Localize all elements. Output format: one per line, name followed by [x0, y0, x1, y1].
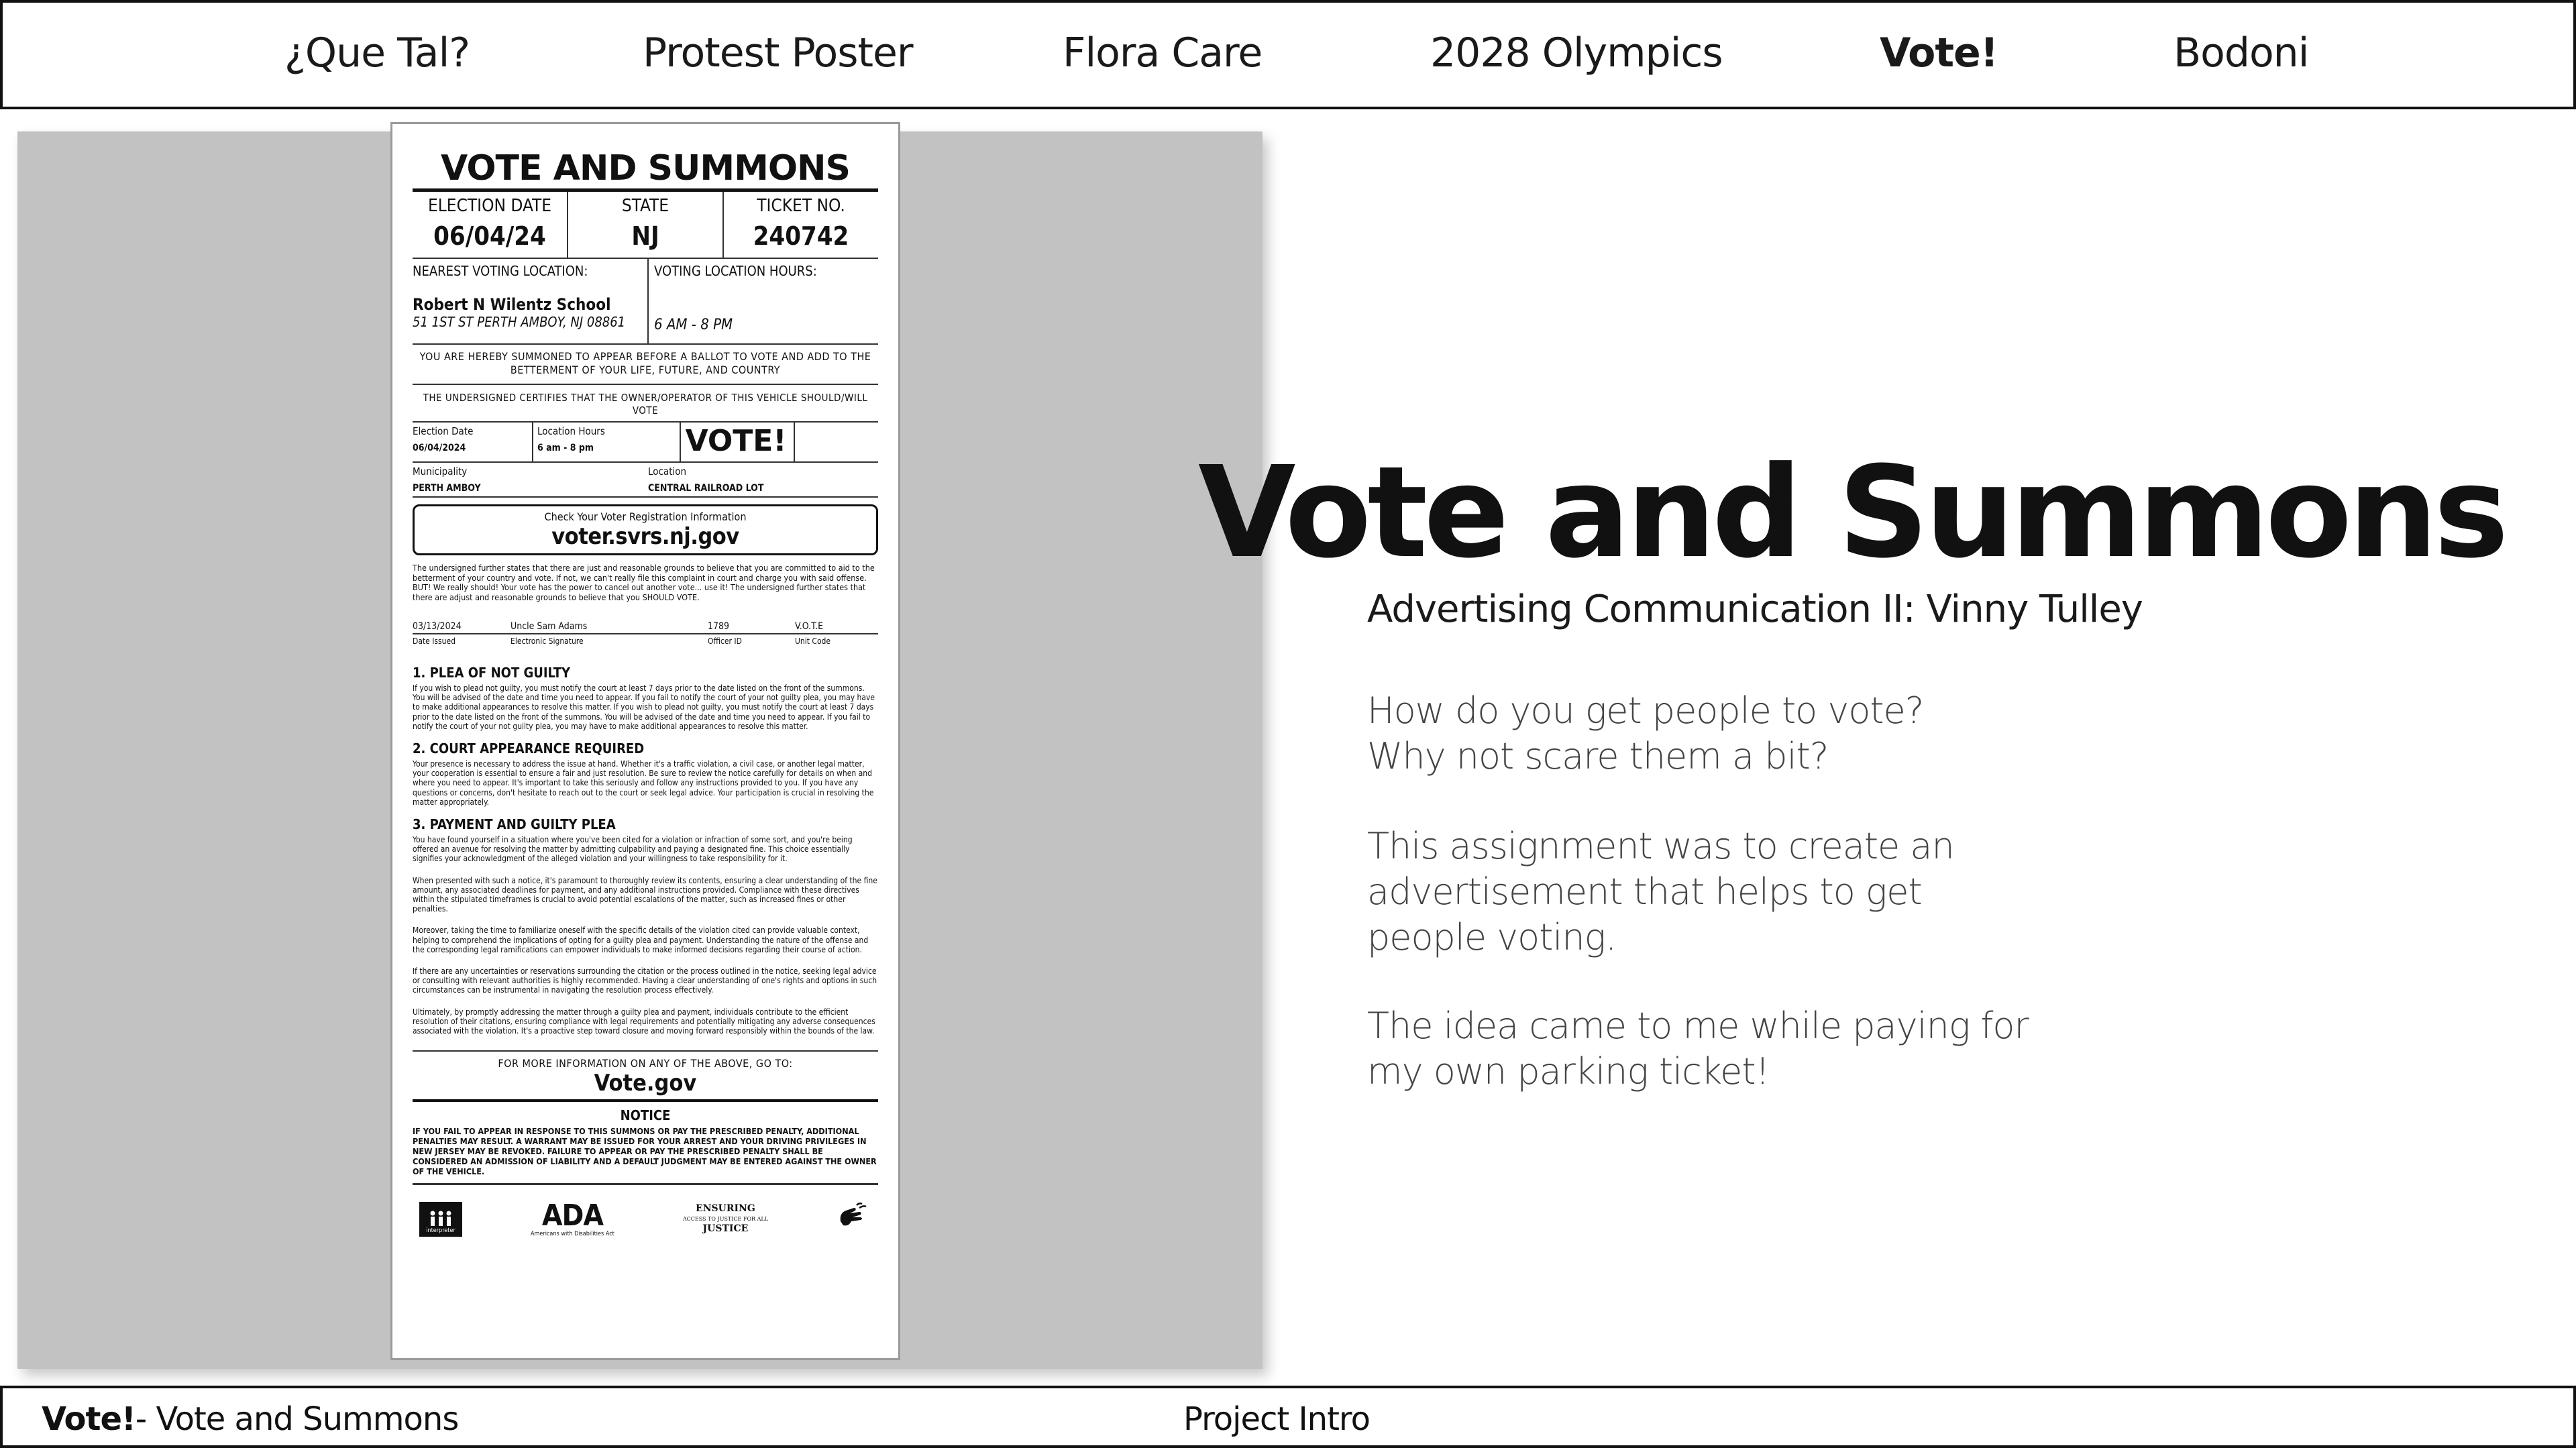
- intro-paragraph-1: [1367, 688, 2105, 779]
- signature-labels: [413, 636, 878, 646]
- intro-paragraph-2: [1367, 824, 2105, 960]
- state-label: STATE: [621, 196, 669, 216]
- interpreter-logo-icon: [419, 1202, 462, 1237]
- more-info: [413, 1050, 878, 1097]
- justice-logo-bottom: JUSTICE: [702, 1223, 749, 1235]
- section-2-title: 2. COURT APPEARANCE REQUIRED: [413, 740, 645, 757]
- justice-logo-top: ENSURING: [696, 1203, 755, 1215]
- location-address: 51 1ST ST PERTH AMBOY, NJ 08861: [413, 314, 626, 330]
- intro-paragraph-3-line-1: The idea came to me while paying for: [1367, 1005, 2029, 1047]
- intro-paragraph-1-line-1: How do you get people to vote?: [1367, 689, 1924, 732]
- footer-bar: [0, 1386, 2576, 1448]
- municipality-value: PERTH AMBOY: [413, 483, 481, 494]
- more-info-label: FOR MORE INFORMATION ON ANY OF THE ABOVE, GO TO:: [498, 1057, 793, 1070]
- unit-code-label: Unit Code: [795, 636, 831, 646]
- election-date-label: ELECTION DATE: [427, 196, 552, 216]
- intro-paragraph-3: [1367, 1003, 2105, 1095]
- location-name: Robert N Wilentz School: [413, 295, 611, 314]
- section-1-title: 1. PLEA OF NOT GUILTY: [413, 665, 570, 681]
- location-value: CENTRAL RAILROAD LOT: [648, 483, 764, 494]
- vote-stamp: VOTE!: [681, 423, 795, 461]
- ada-logo-icon: [531, 1198, 614, 1237]
- grid-hours: 6 am - 8 pm: [537, 443, 594, 453]
- ticket-fineprint: The undersigned further states that there are just and reasonable grounds to believe that you are committed to aid to the betterment of your country and vote. If not, we can't really file this complaint in court and charge you with said offense. BUT! We really should! Your vote has the power to cancel out another vote... use it! The undersigned further states that there are adjust and reasonable grounds to believe that you SHOULD VOTE.: [413, 563, 875, 602]
- registration-box: [413, 504, 878, 555]
- ticket-municipality-row: [413, 463, 878, 498]
- ticket-no-value: 240742: [753, 221, 849, 251]
- interpreter-logo-label: interpreter: [426, 1227, 455, 1234]
- project-subtitle: Advertising Communication II: Vinny Tulley: [1367, 588, 2143, 631]
- officer-id: 1789: [708, 621, 795, 634]
- justice-logo-sub: ACCESS TO JUSTICE FOR ALL: [682, 1216, 768, 1223]
- section-3-paragraph-5: Ultimately, by promptly addressing the matter through a guilty plea and payment, individuals contribute to the efficient resolution of their citations, ensuring compliance with legal requirements and potentially mitigating any adverse consequences associated with the violation. It's a proactive step toward closure and moving forward responsibly within the bounds of the law.: [413, 1007, 875, 1036]
- vote-summons-ticket-image: [390, 122, 900, 1360]
- footer-section-label: Project Intro: [1183, 1400, 1370, 1438]
- nav-item-bodoni[interactable]: Bodoni: [2174, 30, 2309, 76]
- officer-id-label: Officer ID: [708, 636, 742, 646]
- ticket-header-row: [413, 192, 878, 259]
- section-3-title: 3. PAYMENT AND GUILTY PLEA: [413, 816, 616, 833]
- ticket-logos: [413, 1183, 878, 1253]
- nav-item-2028-olympics[interactable]: 2028 Olympics: [1430, 30, 1723, 76]
- justice-logo-icon: [683, 1204, 768, 1234]
- footer-project-name: Vote!: [42, 1400, 136, 1438]
- nav-item-vote[interactable]: Vote!: [1880, 30, 1998, 76]
- section-3-paragraph-4: If there are any uncertainties or reservations surrounding the citation or the process outlined in the notice, seeking legal advice or consulting with relevant authorities is highly recommended. Having a clear understanding of one's rights and options in such circumstances can be instrumental in navigating the resolution process effectively.: [413, 966, 877, 995]
- intro-paragraph-2-line-1: This assignment was to create an: [1367, 825, 1954, 867]
- date-issued-label: Date Issued: [413, 636, 456, 646]
- section-2-text: Your presence is necessary to address the issue at hand. Whether it's a traffic violation, a civil case, or another legal matter, your cooperation is essential to ensure a fair and just resolution. Be sure to review the notice carefully for details on when and where you need to appear. It's important to take this seriously and follow any instructions provided to you. If you have any questions or concerns, don't hesitate to reach out to the court or seek legal advice. Your participation is crucial in resolving the matter appropriately.: [413, 759, 874, 807]
- location-label: Location: [648, 465, 687, 478]
- top-navigation: [0, 0, 2576, 109]
- summons-statement: YOU ARE HEREBY SUMMONED TO APPEAR BEFORE A BALLOT TO VOTE AND ADD TO THE BETTERMENT OF YOUR LIFE, FUTURE, AND COUNTRY: [413, 345, 878, 385]
- notice: [413, 1099, 878, 1176]
- electronic-signature: Uncle Sam Adams: [500, 621, 708, 634]
- ada-logo-subtext: Americans with Disabilities Act: [531, 1230, 614, 1237]
- section-3-paragraph-3: Moreover, taking the time to familiarize oneself with the specific details of the violation cited can provide valuable context, helping to comprehend the implications of opting for a guilty plea and payment. Understanding the nature of the offense and the corresponding legal ramifications can empower individuals to make informed decisions regarding their course of action.: [413, 926, 869, 954]
- signature-label: Electronic Signature: [511, 636, 584, 646]
- unit-code: V.O.T.E: [795, 621, 878, 634]
- registration-label: Check Your Voter Registration Information: [544, 510, 747, 523]
- voting-location-row: [413, 259, 878, 345]
- ticket-no-label: TICKET NO.: [757, 196, 845, 216]
- date-issued: 03/13/2024: [413, 621, 500, 634]
- section-3-paragraph-2: When presented with such a notice, it's paramount to thoroughly review its contents, ensuring a clear understanding of the fine amount, any associated deadlines for payment, and any additional instructions provided. Compliance with these directives within the stipulated timeframes is crucial to avoid potential escalations of the matter, such as increased fines or other penalties.: [413, 875, 877, 914]
- project-title: Vote and Summons: [1198, 439, 2505, 586]
- intro-paragraph-3-line-2: my own parking ticket!: [1367, 1050, 1770, 1093]
- nav-item-que-tal[interactable]: ¿Que Tal?: [284, 30, 470, 76]
- footer-project-subtitle: - Vote and Summons: [135, 1400, 459, 1438]
- notice-text: IF YOU FAIL TO APPEAR IN RESPONSE TO THIS SUMMONS OR PAY THE PRESCRIBED PENALTY, ADDITIONAL PENALTIES MAY RESULT. A WARRANT MAY BE ISSUED FOR YOUR ARREST AND YOUR DRIVING PRIVILEGES IN NEW JERSEY MAY BE REVOKED. FAILURE TO APPEAR OR PAY THE PRESCRIBED PENALTY SHALL BE CONSIDERED AN ADMISSION OF LIABILITY AND A DEFAULT JUDGMENT MAY BE ENTERED AGAINST THE OWNER OF THE VEHICLE.: [413, 1126, 877, 1177]
- sign-language-hands-icon: [837, 1201, 871, 1231]
- nearest-location-label: NEAREST VOTING LOCATION:: [413, 263, 588, 279]
- signature-row: [413, 621, 878, 634]
- grid-election-date: 06/04/2024: [413, 443, 466, 453]
- ticket-title: VOTE AND SUMMONS: [440, 148, 850, 188]
- section-1-text: If you wish to plead not guilty, you must notify the court at least 7 days prior to the date listed on the front of the summons. You will be advised of the date and time you need to appear. If you fail to notify the court of your not guilty plea, you may have to make additional appearances to resolve this matter. If you wish to plead not guilty, you must notify the court at least 7 days prior to the date listed on the front of the summons. You will be advised of the date and time you need to appear. If you fail to notify the court of your not guilty plea, you may have to make additional appearances to resolve this matter.: [413, 683, 875, 731]
- intro-paragraph-2-line-2: advertisement that helps to get: [1367, 871, 1922, 913]
- intro-paragraph-2-line-3: people voting.: [1367, 916, 1617, 958]
- interpreter-figures-icon: [427, 1210, 454, 1227]
- footer-project-label: [42, 1400, 458, 1438]
- more-info-url: Vote.gov: [594, 1070, 697, 1097]
- municipality-label: Municipality: [413, 465, 468, 478]
- intro-paragraph-1-line-2: Why not scare them a bit?: [1367, 735, 1829, 777]
- notice-title: NOTICE: [620, 1107, 671, 1124]
- election-date-value: 06/04/24: [433, 221, 546, 251]
- certifies-statement: THE UNDERSIGNED CERTIFIES THAT THE OWNER/OPERATOR OF THIS VEHICLE SHOULD/WILL VOTE: [413, 385, 878, 423]
- registration-url: voter.svrs.nj.gov: [551, 523, 739, 550]
- section-3-paragraph-1: You have found yourself in a situation where you've been cited for a violation or infraction of some sort, and you're being offered an avenue for resolving the matter by admitting culpability and paying a designated fine. This choice essentially signifies your acknowledgment of the alleged violation and your willingness to take responsibility for it.: [413, 835, 853, 864]
- ticket-detail-grid: [413, 423, 878, 463]
- grid-hours-label: Location Hours: [537, 425, 605, 437]
- state-value: NJ: [631, 221, 659, 251]
- nav-item-protest-poster[interactable]: Protest Poster: [643, 30, 913, 76]
- grid-election-date-label: Election Date: [413, 425, 474, 437]
- hours-label: VOTING LOCATION HOURS:: [654, 263, 817, 279]
- ada-logo-text: ADA: [541, 1198, 603, 1233]
- sign-language-icon: [837, 1201, 871, 1237]
- hours-value: 6 AM - 8 PM: [654, 317, 733, 333]
- nav-item-flora-care[interactable]: Flora Care: [1063, 30, 1263, 76]
